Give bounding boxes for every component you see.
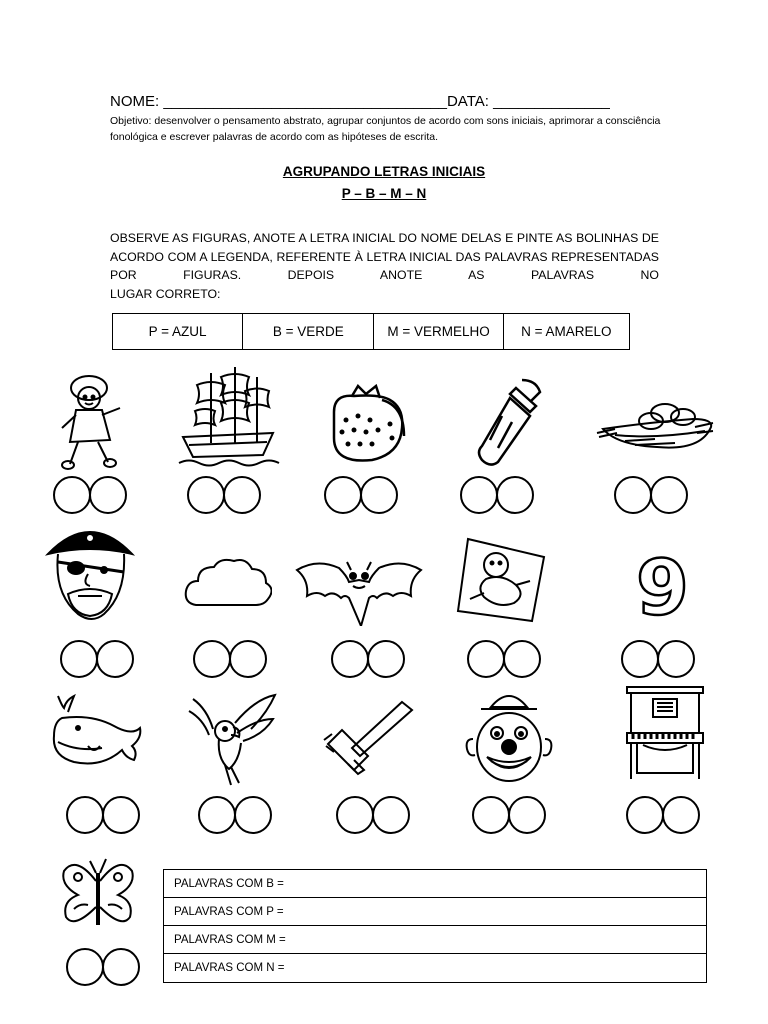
circle-1[interactable] xyxy=(324,476,362,514)
circle-pair-whale[interactable] xyxy=(66,796,140,834)
circle-2[interactable] xyxy=(372,796,410,834)
circle-pair-ship[interactable] xyxy=(187,476,261,514)
circle-2[interactable] xyxy=(234,796,272,834)
circle-2[interactable] xyxy=(496,476,534,514)
legend-p: P = AZUL xyxy=(113,314,243,349)
circle-1[interactable] xyxy=(626,796,664,834)
whale-icon xyxy=(48,692,144,772)
words-label-m: PALAVRAS COM M = xyxy=(174,933,286,946)
cloud-icon xyxy=(182,555,272,613)
piano-icon xyxy=(623,683,707,783)
circle-pair-bat[interactable] xyxy=(331,640,405,678)
ship-icon xyxy=(175,363,281,469)
number-nine xyxy=(636,543,689,632)
circle-1[interactable] xyxy=(460,476,498,514)
circle-1[interactable] xyxy=(66,796,104,834)
circle-2[interactable] xyxy=(360,476,398,514)
words-row-p[interactable] xyxy=(164,898,706,926)
circle-pair-baby[interactable] xyxy=(467,640,541,678)
pirate-icon xyxy=(44,524,136,622)
circle-pair-butterfly[interactable] xyxy=(66,948,140,986)
circle-pair-cloud[interactable] xyxy=(193,640,267,678)
worksheet-title: AGRUPANDO LETRAS INICIAIS xyxy=(282,164,486,179)
circle-2[interactable] xyxy=(662,796,700,834)
legend-b: B = VERDE xyxy=(243,314,374,349)
instructions xyxy=(110,229,659,303)
circle-2[interactable] xyxy=(650,476,688,514)
instructions-last-line: LUGAR CORRETO: xyxy=(110,286,221,301)
circle-2[interactable] xyxy=(96,640,134,678)
circle-pair-hammer[interactable] xyxy=(336,796,410,834)
hammer-icon xyxy=(322,700,414,780)
circle-2[interactable] xyxy=(102,948,140,986)
circle-1[interactable] xyxy=(331,640,369,678)
circle-1[interactable] xyxy=(53,476,91,514)
circle-1[interactable] xyxy=(472,796,510,834)
circle-pair-bottle[interactable] xyxy=(460,476,534,514)
circle-2[interactable] xyxy=(89,476,127,514)
legend-m: M = VERMELHO xyxy=(374,314,503,349)
words-row-b[interactable] xyxy=(164,870,706,898)
circle-2[interactable] xyxy=(223,476,261,514)
circle-2[interactable] xyxy=(503,640,541,678)
words-label-p: PALAVRAS COM P = xyxy=(174,905,284,918)
circle-1[interactable] xyxy=(621,640,659,678)
circle-pair-doll[interactable] xyxy=(53,476,127,514)
parrot-icon xyxy=(185,693,277,787)
circle-pair-nine[interactable] xyxy=(621,640,695,678)
doll-icon xyxy=(56,370,132,470)
butterfly-icon xyxy=(60,855,134,935)
circle-pair-nest[interactable] xyxy=(614,476,688,514)
clown-icon xyxy=(465,693,553,787)
bat-icon xyxy=(295,540,423,626)
words-table xyxy=(163,869,707,983)
words-row-n[interactable] xyxy=(164,954,706,982)
circle-1[interactable] xyxy=(66,948,104,986)
number-nine-text: 9 xyxy=(636,543,689,632)
circle-pair-pirate[interactable] xyxy=(60,640,134,678)
circle-2[interactable] xyxy=(102,796,140,834)
words-label-b: PALAVRAS COM B = xyxy=(174,877,284,890)
circle-2[interactable] xyxy=(367,640,405,678)
circle-2[interactable] xyxy=(229,640,267,678)
circle-1[interactable] xyxy=(193,640,231,678)
circle-1[interactable] xyxy=(614,476,652,514)
strawberry-icon xyxy=(322,384,412,464)
baby-blanket-icon xyxy=(456,535,548,625)
objective-text: Objetivo: desenvolver o pensamento abstrato, agrupar conjuntos de acordo com sons iniciais, aprimorar a consciência fonológica e escrever palavras de acordo com as hipóteses de escrita. xyxy=(110,115,661,143)
circle-2[interactable] xyxy=(508,796,546,834)
words-label-n: PALAVRAS COM N = xyxy=(174,962,285,974)
legend-n: N = AMARELO xyxy=(521,324,612,339)
circle-1[interactable] xyxy=(60,640,98,678)
worksheet-subtitle: P – B – M – N xyxy=(341,186,427,201)
words-row-m[interactable] xyxy=(164,926,706,954)
circle-1[interactable] xyxy=(198,796,236,834)
circle-2[interactable] xyxy=(657,640,695,678)
circle-pair-parrot[interactable] xyxy=(198,796,272,834)
instructions-main: OBSERVE AS FIGURAS, ANOTE A LETRA INICIAL DO NOME DELAS E PINTE AS BOLINHAS DE ACORDO COM A LEGENDA, REFERENTE À LETRA INICIAL DAS PALAVRAS REPRESENTADAS POR FIGURAS. DEPOIS ANOTE AS PALAVRAS NO xyxy=(110,231,659,282)
circle-1[interactable] xyxy=(336,796,374,834)
circle-pair-piano[interactable] xyxy=(626,796,700,834)
color-legend xyxy=(112,313,630,350)
nest-icon xyxy=(595,393,715,453)
baby-bottle-icon xyxy=(472,376,548,470)
circle-pair-strawberry[interactable] xyxy=(324,476,398,514)
circle-pair-clown[interactable] xyxy=(472,796,546,834)
circle-1[interactable] xyxy=(467,640,505,678)
name-date-line[interactable]: NOME: __________________________________DATA: ______________ xyxy=(110,93,610,110)
circle-1[interactable] xyxy=(187,476,225,514)
